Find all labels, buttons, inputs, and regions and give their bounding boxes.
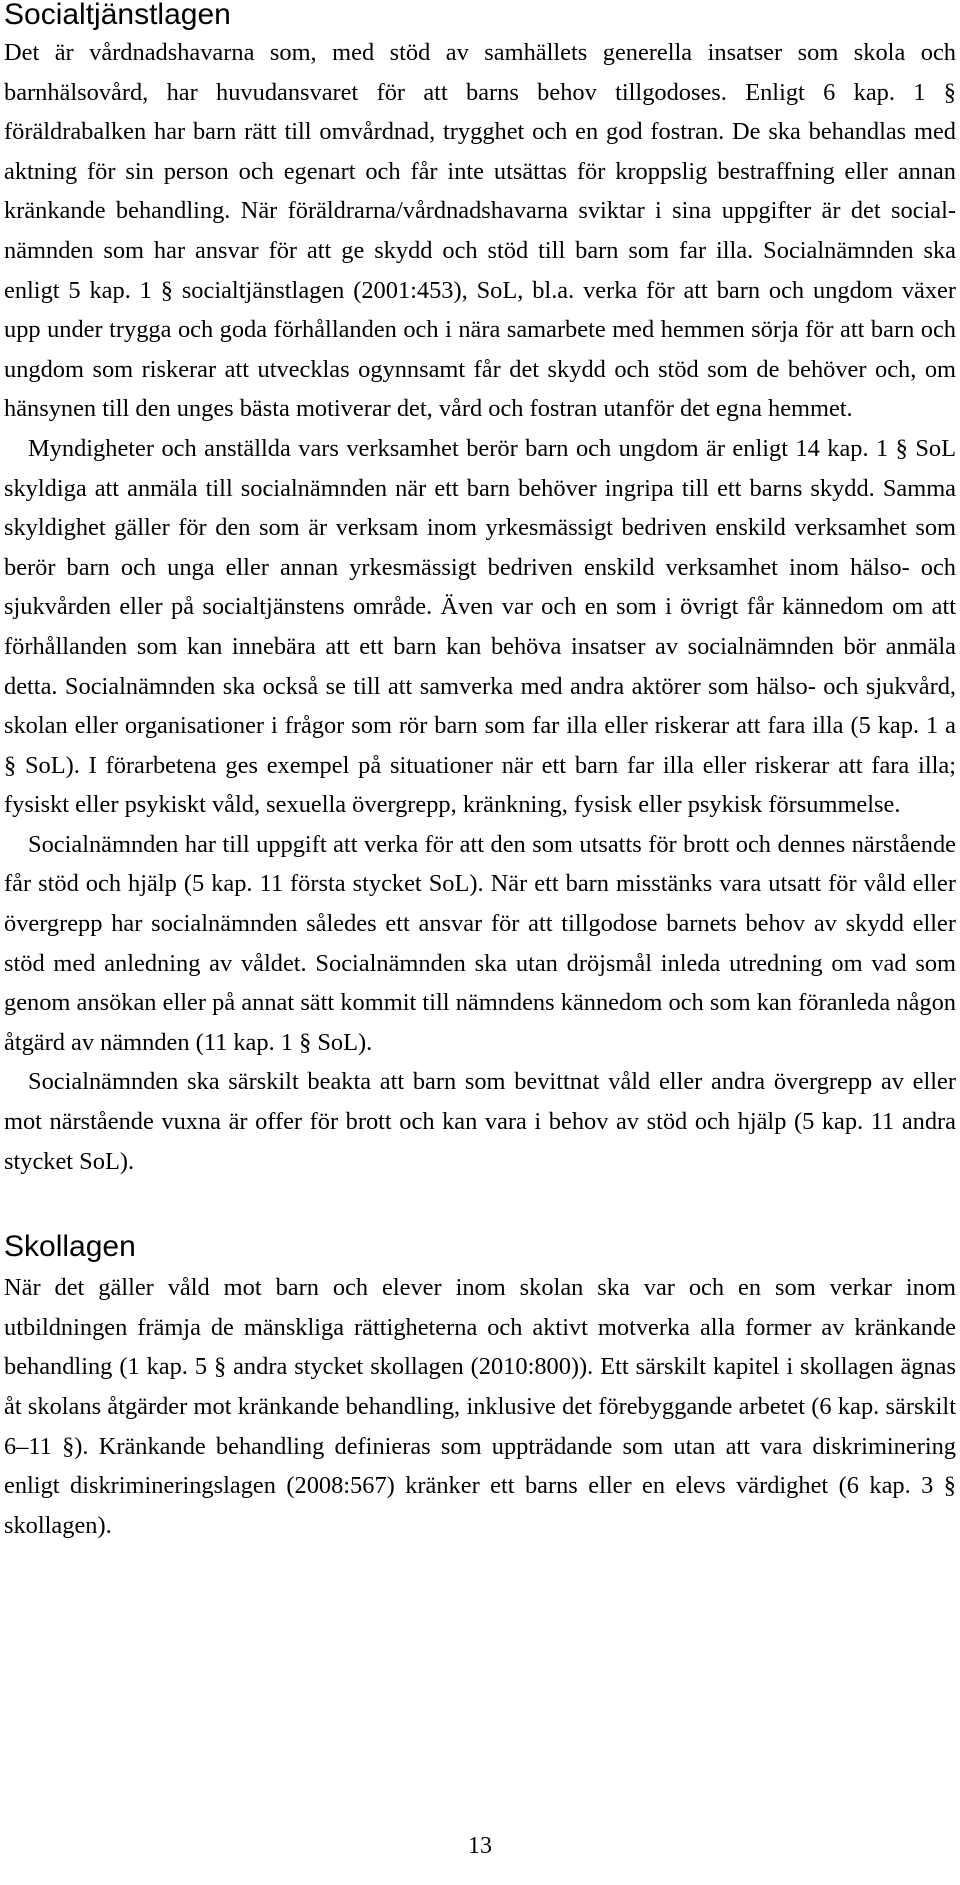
section-socialtjanstlagen	[4, 0, 956, 1181]
section-skollagen	[4, 1227, 956, 1545]
paragraph: Det är vårdnadshavarna som, med stöd av samhällets generella insatser som skola och barnhälsovård, har huvudansvaret för att barns behov tillgodoses. Enligt 6 kap. 1 § föräldrabalken har barn rätt till omvårdnad, trygghet och en god fostran. De ska behandlas med aktning för sin person och egenart och får inte utsättas för kroppslig bestraffning eller annan kränkande behandling. När föräldrarna/vårdnadshavarna sviktar i sina uppgifter är det socialnämnden som har ansvar för att ge skydd och stöd till barn som far illa. Socialnämnden ska enligt 5 kap. 1 § socialtjänstlagen (2001:453), SoL, bl.a. verka för att barn och ungdom växer upp under trygga och goda förhållanden och i nära samarbete med hemmen sörja för att barn och ungdom som riskerar att utvecklas ogynnsamt får det skydd och stöd som de behöver och, om hänsynen till den unges bästa motiverar det, vård och fostran utanför det egna hemmet.	[4, 39, 956, 423]
page-number: 13	[468, 1833, 492, 1859]
document-page	[4, 0, 958, 1545]
paragraph: Socialnämnden har till uppgift att verka för att den som utsatts för brott och dennes närstående får stöd och hjälp (5 kap. 11 första stycket SoL). När ett barn misstänks vara utsatt för våld eller övergrepp har socialnämnden således ett ansvar för att tillgodose barnets behov av skydd eller stöd med anledning av våldet. Socialnämnden ska utan dröjsmål inleda utredning om vad som genom ansökan eller på annat sätt kommit till nämndens kännedom och som kan föranleda någon åtgärd av nämnden (11 kap. 1 § SoL).	[4, 830, 956, 1056]
paragraph: Socialnämnden ska särskilt beakta att barn som bevittnat våld eller andra övergrepp av eller mot närstående vuxna är offer för brott och kan vara i behov av stöd och hjälp (5 kap. 11 andra stycket SoL).	[4, 1068, 956, 1175]
paragraph: När det gäller våld mot barn och elever inom skolan ska var och en som verkar inom utbildningen främja de mänskliga rättigheterna och aktivt motverka alla former av kränkande behandling (1 kap. 5 § andra stycket skollagen (2010:800)). Ett särskilt kapitel i skollagen ägnas åt skolans åtgärder mot kränkande behandling, inklusive det förebyggande arbetet (6 kap. särskilt 6–11 §). Kränkande behandling definieras som uppträdande som utan att vara diskriminering enligt diskrimineringslagen (2008:567) kränker ett barns eller en elevs värdighet (6 kap. 3 § skollagen).	[4, 1274, 956, 1539]
section-heading: Socialtjänstlagen	[4, 0, 231, 31]
section-heading: Skollagen	[4, 1230, 136, 1264]
paragraph: Myndigheter och anställda vars verksamhet berör barn och ungdom är enligt 14 kap. 1 § SoL skyldiga att anmäla till socialnämnden när ett barn behöver ingripa till ett barns skydd. Samma skyldighet gäller för den som är verksam inom yrkesmässigt bedriven enskild verksamhet som berör barn och unga eller annan yrkesmässigt bedriven enskild verksamhet inom hälso- och sjukvården eller på socialtjänstens område. Även var och en som i övrigt får kännedom om att förhållanden som kan innebära att ett barn kan behöva insatser av socialnämnden bör anmäla detta. Socialnämnden ska också se till att samverka med andra aktörer som hälso- och sjukvård, skolan eller organisationer i frågor som rör barn som far illa eller riskerar att fara illa (5 kap. 1 a § SoL). I förarbetena ges exempel på situationer när ett barn far illa eller riskerar att fara illa; fysiskt eller psykiskt våld, sexuella övergrepp, kränkning, fysisk eller psykisk försummelse.	[4, 434, 956, 819]
